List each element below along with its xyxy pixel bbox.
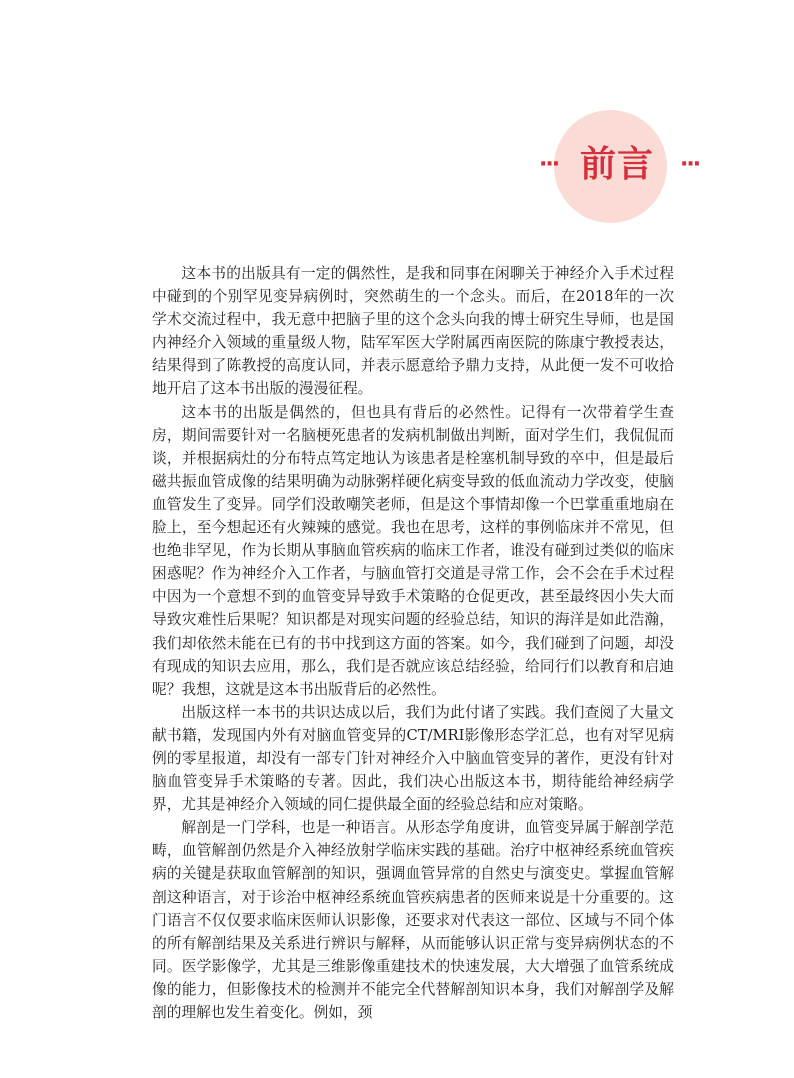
preface-body (152, 262, 674, 1024)
dots-left-decoration: ··· (539, 152, 559, 177)
paragraph-2: 这本书的出版是偶然的，但也具有背后的必然性。记得有一次带着学生查房，期间需要针对一名脑梗死患者的发病机制做出判断，面对学生们，我侃侃而谈，并根据病灶的分布特点笃定地认为该患者是栓塞机制导致的卒中，但是最后磁共振血管成像的结果明确为动脉粥样硬化病变导致的低血流动力学改变，使脑血管发生了变异。同学们没敢嘲笑老师，但是这个事情却像一个巴掌重重地扇在脸上，至今想起还有火辣辣的感觉。我也在思考，这样的事例临床并不常见，但也绝非罕见，作为长期从事脑血管疾病的临床工作者，谁没有碰到过类似的临床困惑呢？作为神经介入工作者，与脑血管打交道是寻常工作，会不会在手术过程中因为一个意想不到的血管变异导致手术策略的仓促更改，甚至最终因小失大而导致灾难性后果呢？知识都是对现实问题的经验总结，知识的海洋是如此浩瀚，我们却依然未能在已有的书中找到这方面的答案。如今，我们碰到了问题，却没有现成的知识去应用，那么，我们是否就应该总结经验，给同行们以教育和启迪呢？我想，这就是这本书出版背后的必然性。 (152, 403, 674, 698)
chapter-header (0, 0, 794, 240)
chapter-title: 前言 (580, 144, 655, 185)
paragraph-4: 解剖是一门学科，也是一种语言。从形态学角度讲，血管变异属于解剖学范畴，血管解剖仍然是介入神经放射学临床实践的基础。治疗中枢神经系统血管疾病的关键是获取血管解剖的知识，强调血管异常的自然史与演变史。掌握血管解剖这种语言，对于诊治中枢神经系统血管疾病患者的医师来说是十分重要的。这门语言不仅仅要求临床医师认识影像，还要求对代表这一部位、区域与不同个体的所有解剖结果及关系进行辨识与解释，从而能够认识正常与变异病例状态的不同。医学影像学，尤其是三维影像重建技术的快速发展，大大增强了血管系统成像的能力，但影像技术的检测并不能完全代替解剖知识本身，我们对解剖学及解剖的理解也发生着变化。例如，颈 (152, 819, 674, 1021)
paragraph-3: 出版这样一本书的共识达成以后，我们为此付诸了实践。我们查阅了大量文献书籍，发现国内外有对脑血管变异的CT/MRI影像形态学汇总，也有对罕见病例的零星报道，却没有一部专门针对神经介入中脑血管变异的著作，更没有针对脑血管变异手术策略的专著。因此，我们决心出版这本书，期待能给神经病学界，尤其是神经介入领域的同仁提供最全面的经验总结和应对策略。 (152, 703, 674, 814)
paragraph-1: 这本书的出版具有一定的偶然性，是我和同事在闲聊关于神经介入手术过程中碰到的个别罕见变异病例时，突然萌生的一个念头。而后，在2018年的一次学术交流过程中，我无意中把脑子里的这个念头向我的博士研究生导师，也是国内神经介入领域的重量级人物，陆军军医大学附属西南医院的陈康宁教授表达，结果得到了陈教授的高度认同，并表示愿意给予鼎力支持，从此便一发不可收拾地开启了这本书出版的漫漫征程。 (152, 265, 674, 398)
dots-right-decoration: ··· (680, 152, 700, 177)
